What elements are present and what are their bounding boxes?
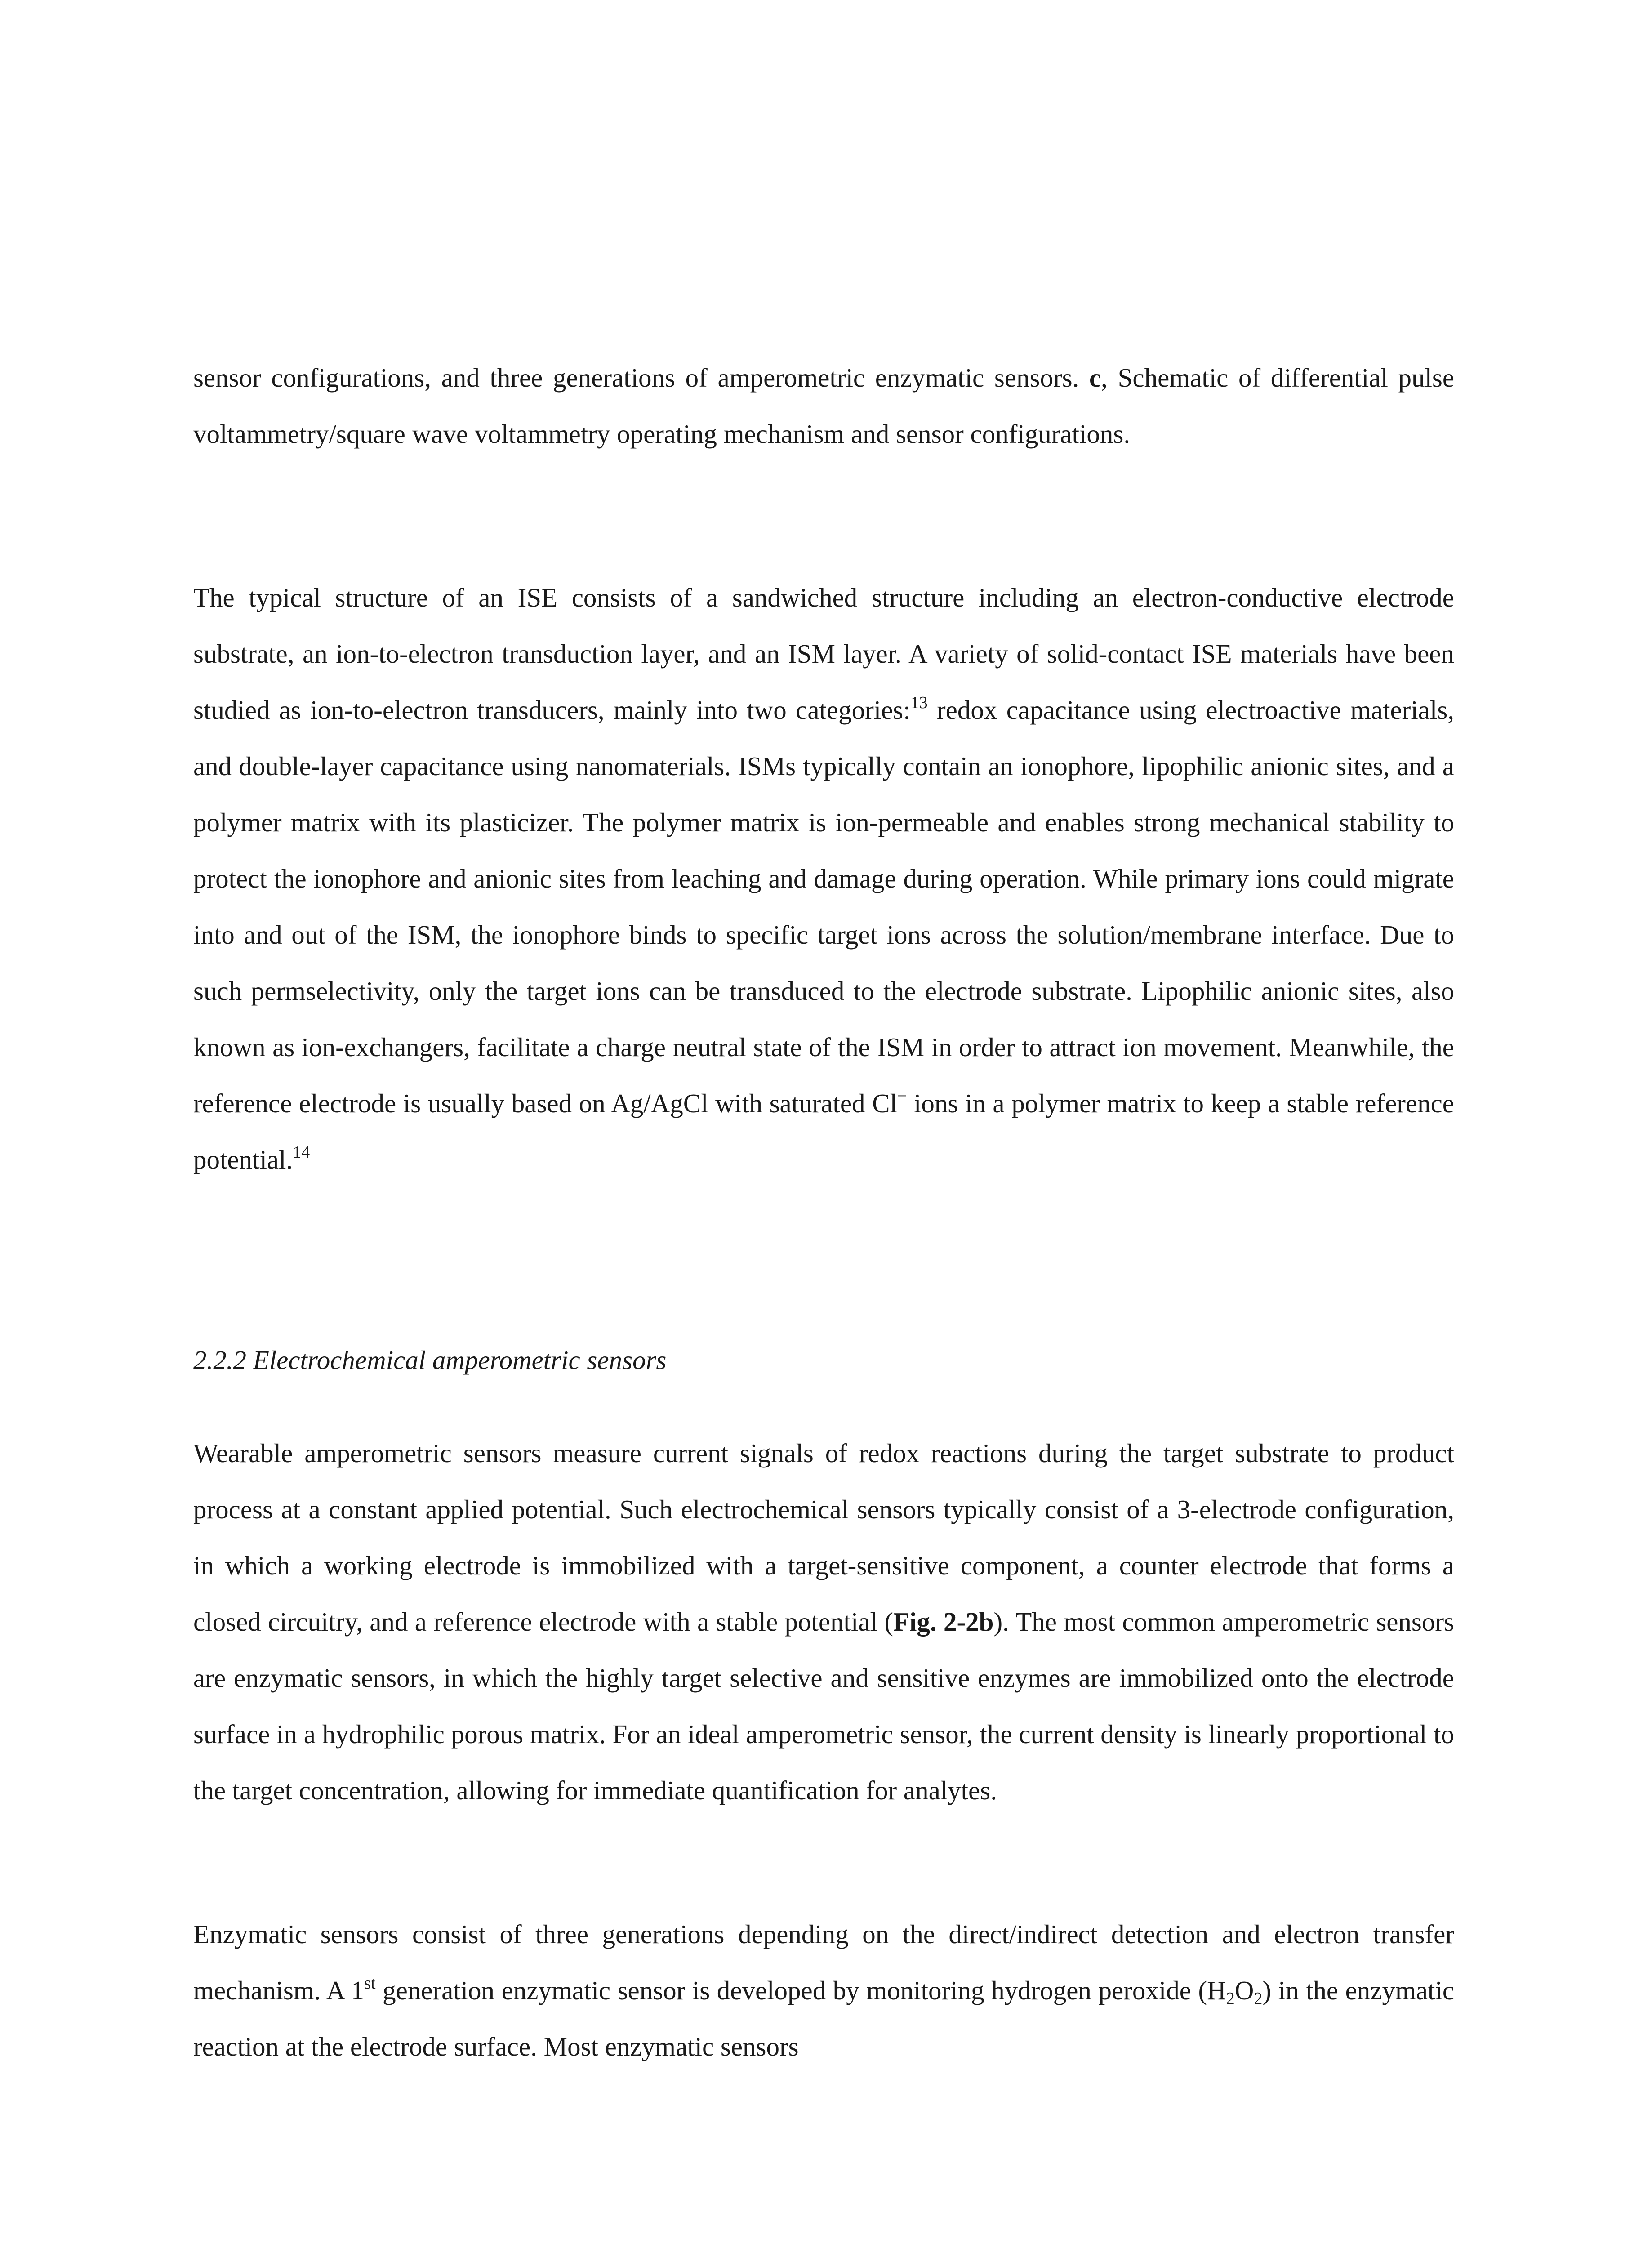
enzymatic-text-4: ) in the enzymatic reaction at the electrode surface. Most enzymatic sensors [193, 1976, 1455, 2061]
citation-14: 14 [293, 1143, 310, 1162]
o2-subscript: 2 [1254, 1989, 1263, 2008]
ise-text-3: ions in a polymer matrix to keep a stable reference potential. [193, 1088, 1454, 1174]
caption-text-1: sensor configurations, and three generations of amperometric enzymatic sensors. [193, 363, 1089, 393]
figure-reference: Fig. 2-2b [893, 1607, 994, 1637]
enzymatic-text-3: O [1234, 1976, 1254, 2005]
figure-caption-continuation [193, 350, 1454, 462]
paragraph-ise-structure [193, 570, 1454, 1188]
caption-panel-label-c: c [1089, 363, 1101, 393]
ise-text-1: The typical structure of an ISE consists of a sandwiched structure including an electron-conductive electrode substrate, an ion-to-electron transduction layer, and an ISM layer. A variety of solid-contact ISE materials have been studied as ion-to-electron transducers, mainly into two categories: [193, 583, 1454, 725]
paragraph-enzymatic-sensors [193, 1906, 1454, 2075]
h2-subscript: 2 [1226, 1989, 1235, 2008]
ordinal-superscript: st [364, 1974, 376, 1993]
caption-text-2: , Schematic of differential pulse voltammetry/square wave voltammetry operating mechanism and sensor configurations. [193, 363, 1455, 449]
amperometric-text-2: ). The most common amperometric sensors are enzymatic sensors, in which the highly target selective and sensitive enzymes are immobilized onto the electrode surface in a hydrophilic porous matrix. For an ideal amperometric sensor, the current density is linearly proportional to the target concentration, allowing for immediate quantification for analytes. [193, 1607, 1454, 1805]
chloride-charge-superscript: − [897, 1087, 907, 1106]
paragraph-amperometric-sensors [193, 1425, 1454, 1819]
enzymatic-text-1: Enzymatic sensors consist of three generations depending on the direct/indirect detection and electron transfer mechanism. A 1 [193, 1919, 1454, 2005]
amperometric-text-1: Wearable amperometric sensors measure current signals of redox reactions during the target substrate to product process at a constant applied potential. Such electrochemical sensors typically consist of a 3-electrode configuration, in which a working electrode is immobilized with a target-sensitive component, a counter electrode that forms a closed circuitry, and a reference electrode with a stable potential ( [193, 1438, 1454, 1637]
enzymatic-text-2: generation enzymatic sensor is developed by monitoring hydrogen peroxide (H [375, 1976, 1226, 2005]
section-heading: 2.2.2 Electrochemical amperometric sensors [193, 1345, 667, 1375]
citation-13: 13 [910, 693, 928, 712]
ise-text-2: redox capacitance using electroactive materials, and double-layer capacitance using nanomaterials. ISMs typically contain an ionophore, lipophilic anionic sites, and a polymer matrix with its plasticizer. The polymer matrix is ion-permeable and enables strong mechanical stability to protect the ionophore and anionic sites from leaching and damage during operation. While primary ions could migrate into and out of the ISM, the ionophore binds to specific target ions across the solution/membrane interface. Due to such permselectivity, only the target ions can be transduced to the electrode substrate. Lipophilic anionic sites, also known as ion-exchangers, facilitate a charge neutral state of the ISM in order to attract ion movement. Meanwhile, the reference electrode is usually based on Ag/AgCl with saturated Cl [193, 695, 1455, 1118]
